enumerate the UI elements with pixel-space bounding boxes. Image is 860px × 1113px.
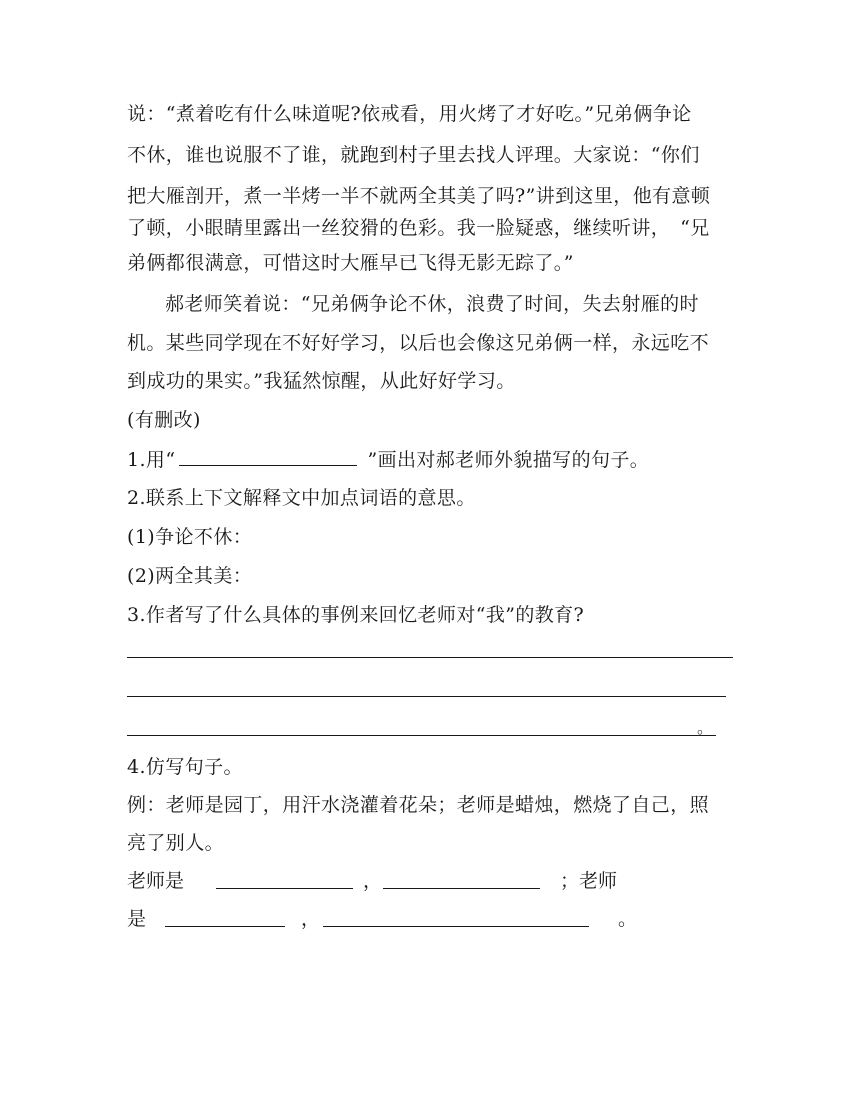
source-note: (有删改) xyxy=(127,409,201,431)
passage-line-6: 郝老师笑着说：“兄弟俩争论不休，浪费了时间，失去射雁的时 xyxy=(165,293,699,315)
question-2: 2.联系上下文解释文中加点词语的意思。 xyxy=(127,487,476,509)
passage-line-7: 机。某些同学现在不好好学习，以后也会像这兄弟俩一样，永远吃不 xyxy=(127,332,710,354)
passage-line-8: 到成功的果实。”我猛然惊醒，从此好好学习。 xyxy=(127,370,516,392)
question-4-example-line-2: 亮了别人。 xyxy=(127,832,225,854)
answer-blank-q4-3[interactable] xyxy=(165,926,285,927)
question-1-suffix: ”画出对郝老师外貌描写的句子。 xyxy=(367,449,650,471)
question-4-comma-1: ， xyxy=(363,870,383,892)
question-1-prefix: 1.用“ xyxy=(127,449,176,471)
answer-line-q3-3[interactable] xyxy=(127,735,716,736)
passage-line-5: 弟俩都很满意，可惜这时大雁早已飞得无影无踪了。” xyxy=(127,252,574,274)
passage-line-4: 了顿，小眼睛里露出一丝狡猾的色彩。我一脸疑惑，继续听讲， “兄 xyxy=(127,217,710,239)
question-2-2: (2)两全其美： xyxy=(127,565,253,587)
answer-blank-q4-1[interactable] xyxy=(216,888,353,889)
question-3: 3.作者写了什么具体的事例来回忆老师对“我”的教育? xyxy=(127,604,585,626)
passage-line-2: 不休，谁也说服不了谁，就跑到村子里去找人评理。大家说：“你们 xyxy=(127,144,700,166)
passage-line-1: 说：“煮着吃有什么味道呢?依戒看，用火烤了才好吃。”兄弟俩争论 xyxy=(127,103,692,125)
answer-blank-q4-2[interactable] xyxy=(383,888,540,889)
answer-line-q3-1[interactable] xyxy=(127,657,733,658)
question-4-line-1-start: 老师是 xyxy=(127,870,185,892)
passage-line-3: 把大雁剖开，煮一半烤一半不就两全其美了吗?”讲到这里，他有意顿 xyxy=(127,185,711,207)
answer-blank-q1[interactable] xyxy=(179,447,357,466)
question-4-line-2-start: 是 xyxy=(127,908,147,930)
question-2-1: (1)争论不休： xyxy=(127,526,253,548)
answer-blank-q4-4[interactable] xyxy=(323,926,589,927)
question-4-comma-2: ， xyxy=(301,908,321,930)
question-1 xyxy=(127,447,649,472)
answer-line-q3-2[interactable] xyxy=(127,696,726,697)
question-4-period: 。 xyxy=(618,908,638,930)
question-3-end-mark: 。 xyxy=(697,718,714,737)
question-4-line-1-end: ；老师 xyxy=(560,870,618,892)
question-4: 4.仿写句子。 xyxy=(127,756,243,778)
question-4-example-line-1: 例：老师是园丁，用汗水浇灌着花朵；老师是蜡烛，燃烧了自己，照 xyxy=(127,794,710,816)
